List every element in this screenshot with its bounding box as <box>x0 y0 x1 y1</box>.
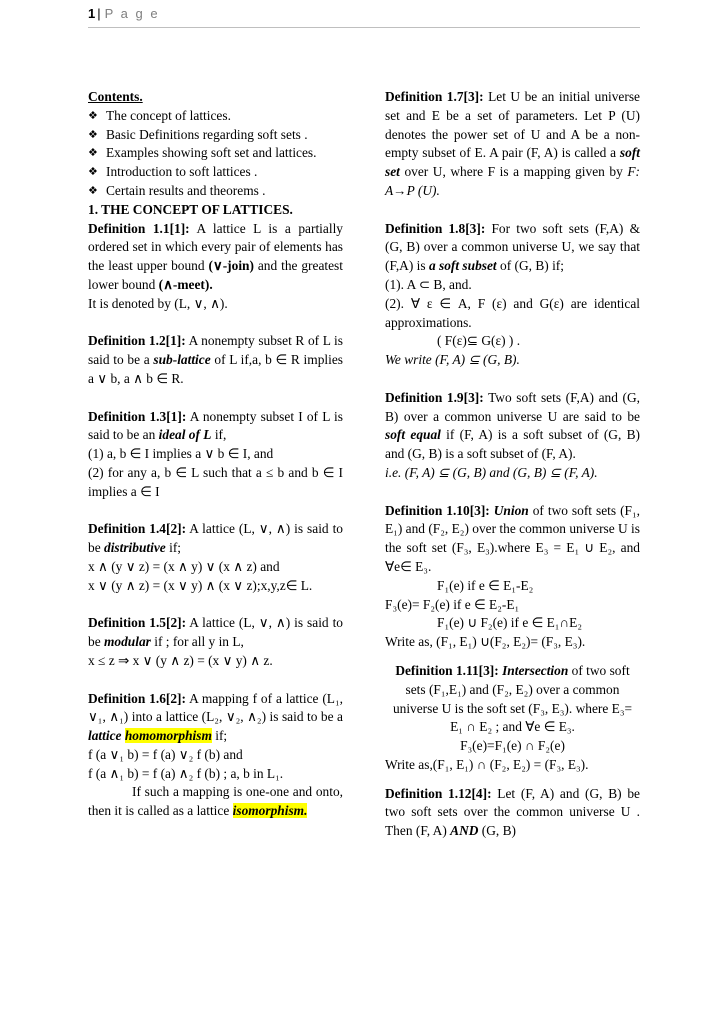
ideal-condition-1: (1) a, b ∈ I implies a ∨ b ∈ I, and <box>88 446 274 462</box>
distributive-law-1: x ∧ (y ∨ z) = (x ∧ y) ∨ (x ∧ z) and <box>88 558 280 574</box>
definition-1-3: Definition 1.3[1]: A nonempty subset I of L is said to be an ideal of L if, <box>88 408 343 443</box>
contents-item: ❖ Introduction to soft lattices . <box>88 163 343 182</box>
page-number: 1 <box>88 6 96 21</box>
definition-1-2: Definition 1.2[1]: A nonempty subset R of L is said to be a sub-lattice of L if,a, b ∈ R implies a ∨ b, a ∧ b ∈ R. <box>88 333 343 386</box>
definition-1-1: Definition 1.1[1]: A lattice L is a partially ordered set in which every pair of elements has the least upper bound (∨-join) and the greatest lower bound (∧-meet). <box>88 220 343 292</box>
definition-1-4: Definition 1.4[2]: A lattice (L, ∨, ∧) is said to be distributive if; <box>88 521 343 556</box>
header-rule <box>88 27 640 28</box>
definition-1-11: Definition 1.11[3]: Intersection of two soft sets (F₁,E₁) and (F₂, E₂) over a common universe U is the soft set (F₃, E₃). where E₃= E₁ ∩ E₂ ; and ∀e ∈ E₃. <box>392 662 633 735</box>
page-header <box>88 6 160 21</box>
contents-item: ❖ Basic Definitions regarding soft sets . <box>88 126 343 145</box>
intersection-formula: F₃(e)=F₁(e) ∩ F₂(e) <box>460 738 565 754</box>
definition-1-5: Definition 1.5[2]: A lattice (L, ∨, ∧) is said to be modular if ; for all y in L, <box>88 615 343 650</box>
soft-subset-condition-1: (1). A ⊂ B, and. <box>385 276 472 292</box>
homomorphism-law-2: f (a ∧₁ b) = f (a) ∧₂ f (b) ; a, b in L₁. <box>88 765 284 781</box>
contents-item: ❖ Examples showing soft set and lattices. <box>88 144 343 163</box>
intersection-notation: Write as,(F₁, E₁) ∩ (F₂, E₂) = (F₃, E₃). <box>385 756 589 772</box>
soft-equal-notation: i.e. (F, A) ⊆ (G, B) and (G, B) ⊆ (F, A). <box>385 464 598 480</box>
definition-1-7: Definition 1.7[3]: Let U be an initial universe set and E be a set of parameters. Let P (U) denotes the power set of U and A be a non-empty subset of E. A pair (F, A) is called a soft set over U, where F is a mapping given by F: A→P (U). <box>385 89 640 198</box>
contents-title: Contents. <box>88 89 143 104</box>
section-heading: 1. THE CONCEPT OF LATTICES. <box>88 201 293 217</box>
contents-item: ❖ The concept of lattices. <box>88 107 343 126</box>
left-column <box>88 88 343 821</box>
homomorphism-law-1: f (a ∨₁ b) = f (a) ∨₂ f (b) and <box>88 746 243 762</box>
header-separator: | <box>97 6 101 21</box>
right-column <box>385 88 640 841</box>
union-notation: Write as, (F₁, E₁) ∪(F₂, E₂)= (F₃, E₃). <box>385 634 586 650</box>
soft-subset-condition-2: (2). ∀ ε ∈ A, F (ε) and G(ε) are identical approximations. <box>385 295 640 330</box>
isomorphism-note: If such a mapping is one-one and onto, then it is called as a lattice isomorphism. <box>88 784 343 819</box>
ideal-condition-2: (2) for any a, b ∈ L such that a ≤ b and b ∈ I implies a ∈ I <box>88 464 343 499</box>
page-label: P a g e <box>104 6 160 21</box>
definition-1-10: Definition 1.10[3]: Union of two soft sets (F₁, E₁) and (F₂, E₂) over the common universe U is the soft set (F₃, E₃).where E₃ = E₁ ∪ E₂, and ∀e∈ E₃. <box>385 502 640 574</box>
lattice-notation: It is denoted by (L, ∨, ∧). <box>88 295 228 311</box>
union-case-2: F₃(e)= F₂(e) if e ∈ E₂-E₁ <box>385 596 520 612</box>
soft-subset-condition-3: ( F(ε)⊆ G(ε) ) . <box>437 333 521 349</box>
definition-1-12: Definition 1.12[4]: Let (F, A) and (G, B) be two soft sets over the common universe U . Then (F, A) AND (G, B) <box>385 785 640 839</box>
definition-1-6: Definition 1.6[2]: A mapping f of a lattice (L₁, ∨₁, ∧₁) into a lattice (L₂, ∨₂, ∧₂) is said to be a lattice homomorphism if; <box>88 690 343 744</box>
union-case-1: F₁(e) if e ∈ E₁-E₂ <box>437 577 534 593</box>
modular-law: x ≤ z ⇒ x ∨ (y ∧ z) = (x ∨ y) ∧ z. <box>88 652 273 668</box>
distributive-law-2: x ∨ (y ∧ z) = (x ∨ y) ∧ (x ∨ z);x,y,z∈ L. <box>88 577 313 593</box>
contents-item: ❖ Certain results and theorems . <box>88 182 343 201</box>
union-case-3: F₁(e) ∪ F₂(e) if e ∈ E₁∩E₂ <box>437 615 582 631</box>
definition-1-8: Definition 1.8[3]: For two soft sets (F,A) & (G, B) over a common universe U, we say that (F,A) is a soft subset of (G, B) if; <box>385 220 640 274</box>
soft-subset-notation: We write (F, A) ⊆ (G, B). <box>385 352 520 368</box>
definition-1-9: Definition 1.9[3]: Two soft sets (F,A) and (G, B) over a common universe U are said to be soft equal if (F, A) is a soft subset of (G, B) and (G, B) is a soft subset of (F, A). <box>385 389 641 462</box>
